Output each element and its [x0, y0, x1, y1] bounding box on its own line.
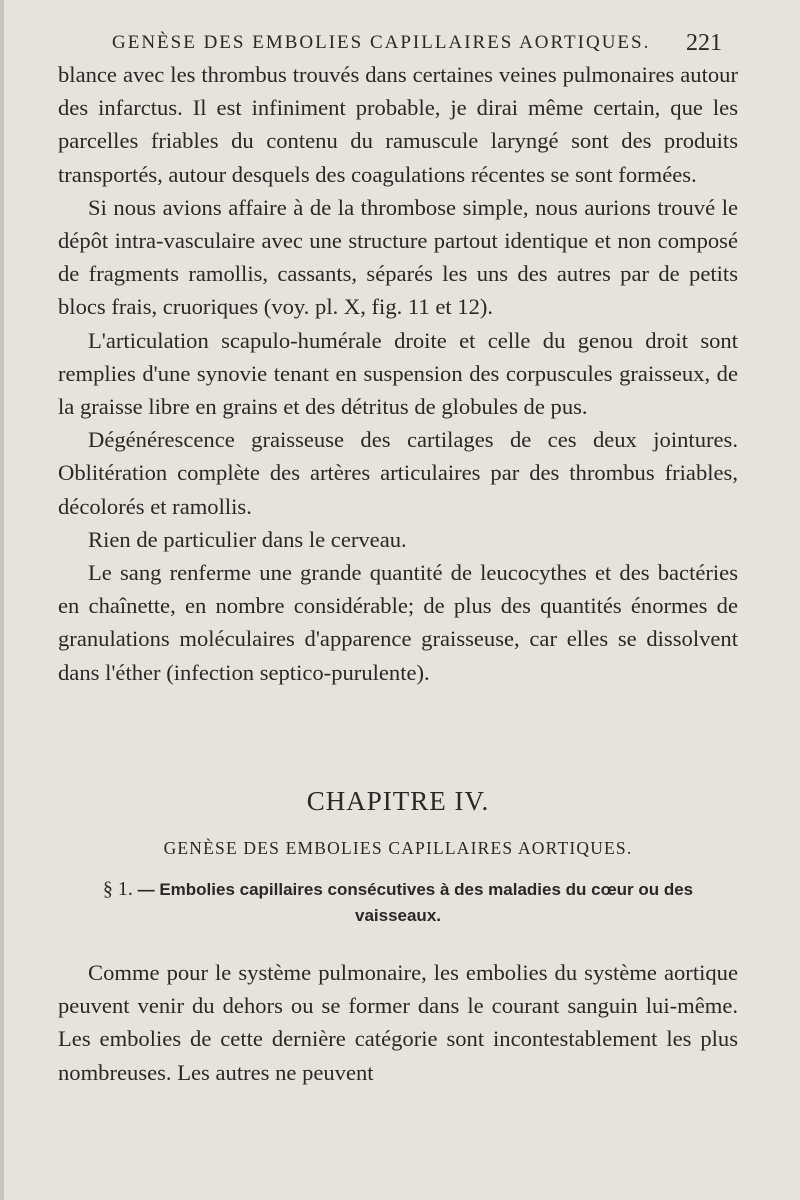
- paragraph-7: Comme pour le système pulmonaire, les embolies du système aortique peuvent venir du dehors ou se former dans le courant sanguin lui-même. Les embolies de cette dernière catégorie sont incontestablement les plus nombreuses. Les autres ne peuvent: [58, 960, 738, 1085]
- chapter-title: CHAPITRE IV.: [306, 786, 490, 816]
- paragraph-6: Le sang renferme une grande quantité de leucocythes et des bactéries en chaînette, en nombre considérable; de plus des quantités énormes de granulations moléculaires d'apparence graisseuse, car elles se dissolvent dans l'éther (infection septico-purulente).: [58, 560, 738, 685]
- paragraph-2: Si nous avions affaire à de la thrombose simple, nous aurions trouvé le dépôt intra-vasculaire avec une structure partout identique et non composé de fragments ramollis, cassants, séparés les uns des autres par de petits blocs frais, cruoriques (voy. pl. X, fig. 11 et 12).: [58, 194, 738, 320]
- paragraph-5: Rien de particulier dans le cerveau.: [88, 526, 407, 552]
- chapter-subtitle: GENÈSE DES EMBOLIES CAPILLAIRES AORTIQUES.: [163, 838, 633, 858]
- body-text: [58, 58, 738, 689]
- running-head: [112, 30, 722, 60]
- running-head-title: GENÈSE DES EMBOLIES CAPILLAIRES AORTIQUES.: [112, 32, 651, 53]
- section-heading: [58, 876, 738, 929]
- paragraph-4: Dégénérescence graisseuse des cartilages de ces deux jointures. Oblitération complète des artères articulaires par des thrombus friables, décolorés et ramollis.: [58, 427, 738, 519]
- paragraph-1: blance avec les thrombus trouvés dans certaines veines pulmonaires autour des infarctus. Il est infiniment probable, je dirai même certain, que les parcelles friables du contenu du ramuscule laryngé sont des produits transportés, autour desquels des coagulations récentes se sont formées.: [58, 62, 738, 187]
- paragraph-3: L'articulation scapulo-humérale droite et celle du genou droit sont remplies d'une synovie tenant en suspension des corpuscules graisseux, de la graisse libre en grains et des détritus de globules de pus.: [58, 327, 738, 420]
- section-title: — Embolies capillaires consécutives à des maladies du cœur ou des vaisseaux.: [137, 880, 694, 925]
- body-text-continued: [58, 956, 738, 1089]
- page-number: 221: [686, 30, 722, 56]
- page-edge-shadow: [0, 0, 4, 1200]
- section-number: § 1.: [102, 878, 133, 900]
- chapter-heading: [58, 784, 738, 929]
